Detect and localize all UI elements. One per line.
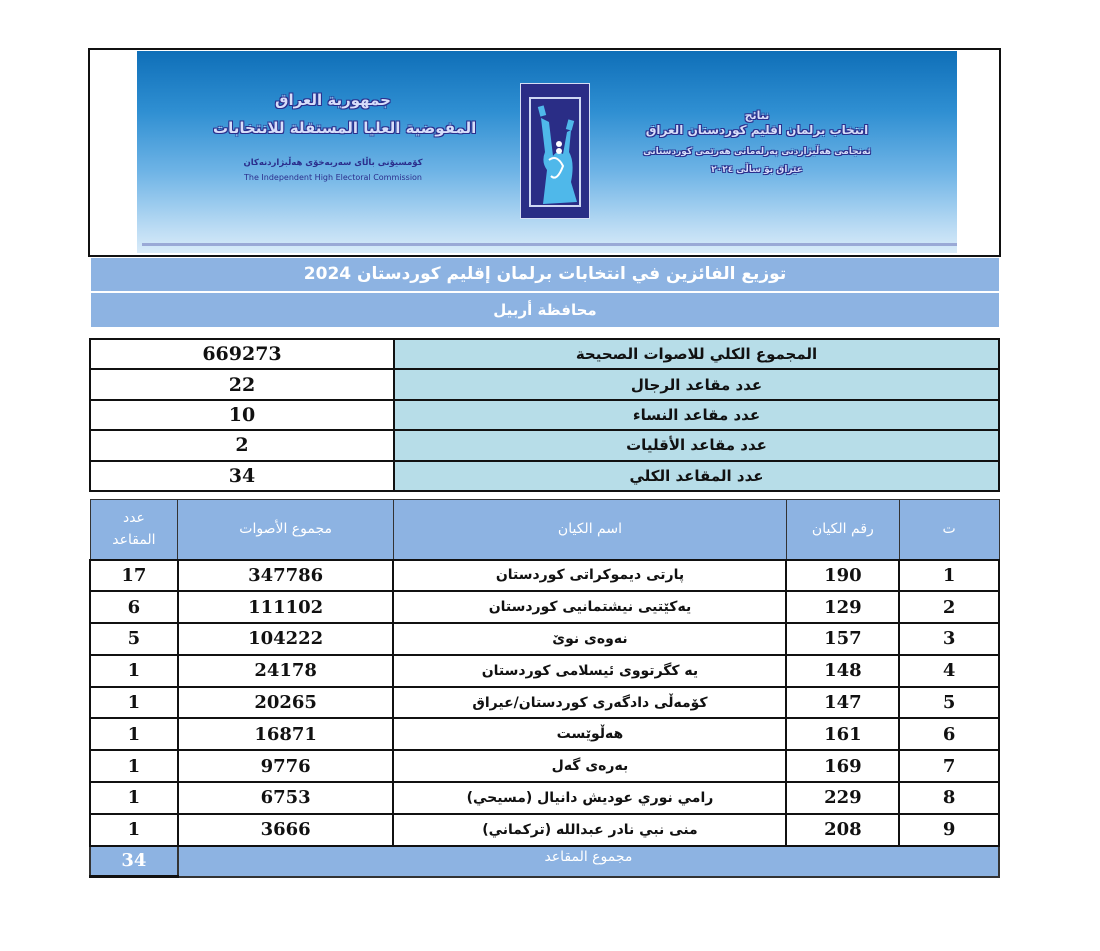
entity-name-cell: یە کگرتووی ئیسلامی کوردستان (393, 655, 786, 687)
index-cell: 2 (899, 591, 999, 623)
summary-value: 10 (90, 400, 394, 430)
entity-name-cell: هەڵوێست (393, 718, 786, 750)
seats-cell: 17 (90, 560, 178, 592)
table-row (90, 655, 999, 687)
summary-row-women-seats (90, 400, 999, 430)
table-row (90, 750, 999, 782)
header-votes: مجموع الأصوات (178, 500, 394, 560)
entity-name-cell: نەوەی نوێ (393, 623, 786, 655)
index-cell: 1 (899, 560, 999, 592)
voters-figure-icon (527, 92, 585, 212)
header-entity-name: اسم الكيان (393, 500, 786, 560)
banner (88, 48, 1001, 257)
summary-value: 22 (90, 369, 394, 399)
banner-right-line4: عێراق بۆ ساڵی ٢٠٢٤ (711, 165, 803, 175)
seats-cell: 6 (90, 591, 178, 623)
index-cell: 8 (899, 782, 999, 814)
province-subtitle: محافظة أربيل (91, 293, 999, 327)
index-cell: 3 (899, 623, 999, 655)
entity-name-cell: پارتی دیموکراتی کوردستان (393, 560, 786, 592)
banner-right-line3: ئەنجامی هەڵبژاردنی پەرلەمانی هەرێمی كوردستانی (643, 147, 871, 157)
summary-label: المجموع الكلي للاصوات الصحيحة (394, 339, 999, 369)
votes-cell: 347786 (178, 560, 394, 592)
votes-cell: 104222 (178, 623, 394, 655)
ihec-logo (520, 83, 590, 219)
table-row (90, 718, 999, 750)
table-row (90, 782, 999, 814)
entity-number-cell: 129 (786, 591, 899, 623)
banner-right-line1: نتائج (744, 109, 770, 122)
seats-cell: 1 (90, 814, 178, 846)
entity-name-cell: بەرەی گەل (393, 750, 786, 782)
votes-cell: 3666 (178, 814, 394, 846)
index-cell: 6 (899, 718, 999, 750)
summary-label: عدد المقاعد الكلي (394, 461, 999, 491)
seats-cell: 1 (90, 782, 178, 814)
index-cell: 4 (899, 655, 999, 687)
entity-number-cell: 148 (786, 655, 899, 687)
summary-value: 2 (90, 430, 394, 460)
summary-label: عدد مقاعد الرجال (394, 369, 999, 399)
entity-name-cell: رامي نوري عوديش دانيال (مسيحي) (393, 782, 786, 814)
total-row (90, 846, 999, 877)
header-seats-line1: عدد (122, 510, 145, 527)
table-row (90, 623, 999, 655)
entity-number-cell: 190 (786, 560, 899, 592)
table-row (90, 560, 999, 592)
summary-row-men-seats (90, 369, 999, 399)
entity-number-cell: 157 (786, 623, 899, 655)
header-entity-number: رقم الكيان (786, 500, 899, 560)
summary-row-minority-seats (90, 430, 999, 460)
seats-cell: 1 (90, 718, 178, 750)
table-row (90, 814, 999, 846)
entity-number-cell: 161 (786, 718, 899, 750)
summary-row-valid-votes (90, 339, 999, 369)
table-row (90, 591, 999, 623)
total-seats-value: 34 (90, 846, 178, 877)
banner-image (137, 51, 957, 253)
entity-number-cell: 147 (786, 687, 899, 719)
votes-cell: 24178 (178, 655, 394, 687)
seats-cell: 1 (90, 750, 178, 782)
entity-number-cell: 208 (786, 814, 899, 846)
summary-label: عدد مقاعد الأقليات (394, 430, 999, 460)
results-header-row (90, 500, 999, 560)
votes-cell: 20265 (178, 687, 394, 719)
banner-right-line2: انتخاب برلمان اقليم كوردستان العراق (645, 123, 869, 137)
page-title: توزيع الفائزين في انتخابات برلمان إقليم كوردستان 2024 (91, 258, 999, 291)
index-cell: 5 (899, 687, 999, 719)
summary-value: 34 (90, 461, 394, 491)
seats-cell: 1 (90, 655, 178, 687)
entity-number-cell: 229 (786, 782, 899, 814)
entity-number-cell: 169 (786, 750, 899, 782)
votes-cell: 16871 (178, 718, 394, 750)
header-index: ت (899, 500, 999, 560)
entity-name-cell: منى نبي نادر عبدالله (تركماني) (393, 814, 786, 846)
banner-left-line2: المفوضية العليا المستقلة للانتخابات (213, 119, 477, 137)
results-table (89, 499, 1000, 878)
entity-name-cell: کۆمەڵی دادگەری کوردستان/عیراق (393, 687, 786, 719)
seats-cell: 1 (90, 687, 178, 719)
banner-left-line1: جمهورية العراق (275, 91, 391, 109)
banner-divider (142, 243, 957, 246)
banner-left-line4: The Independent High Electoral Commission (244, 173, 422, 182)
entity-name-cell: یەکێتیی نیشتمانیی کوردستان (393, 591, 786, 623)
index-cell: 7 (899, 750, 999, 782)
summary-label: عدد مقاعد النساء (394, 400, 999, 430)
total-seats-label: مجموع المقاعد (178, 846, 999, 877)
header-seats-line2: المقاعد (112, 532, 156, 549)
votes-cell: 111102 (178, 591, 394, 623)
header-seats (90, 500, 178, 560)
summary-value: 669273 (90, 339, 394, 369)
table-row (90, 687, 999, 719)
summary-row-total-seats (90, 461, 999, 491)
banner-left-line3: كۆمسیۆنی باڵای سەربەخۆی هەڵبژاردنەکان (243, 158, 423, 168)
votes-cell: 6753 (178, 782, 394, 814)
index-cell: 9 (899, 814, 999, 846)
summary-table (89, 338, 1000, 492)
votes-cell: 9776 (178, 750, 394, 782)
seats-cell: 5 (90, 623, 178, 655)
